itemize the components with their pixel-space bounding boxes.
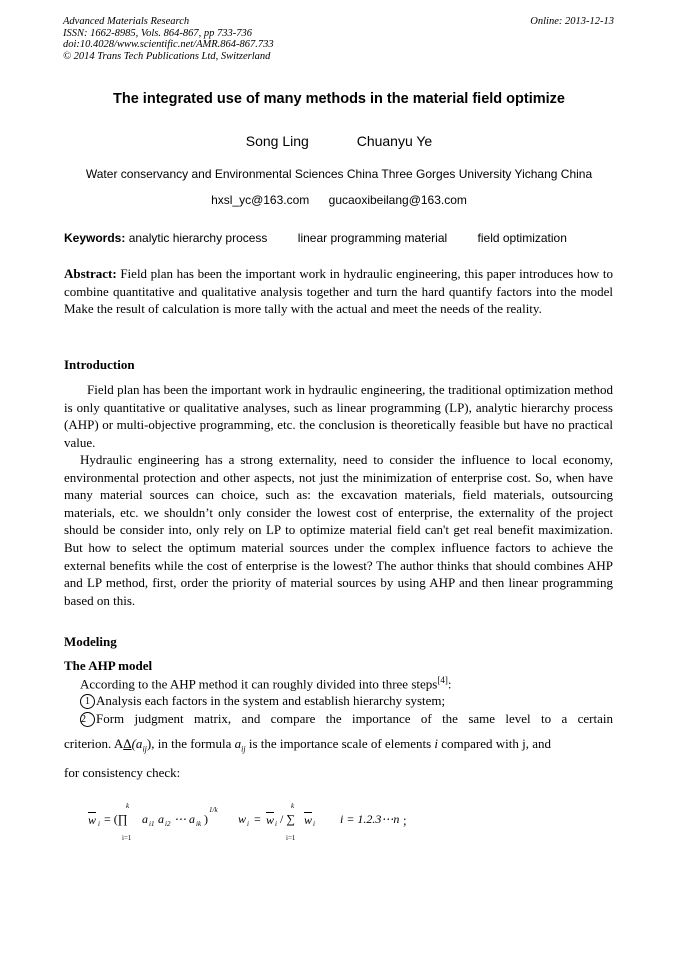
formula-symbol: i=1 (286, 834, 296, 842)
math-sub: ij (241, 744, 246, 754)
journal-copyright: © 2014 Trans Tech Publications Ltd, Switzerland (63, 50, 271, 62)
step-1 (80, 693, 445, 709)
formula-symbol: = (∏ (104, 812, 128, 826)
criterion-line (64, 736, 613, 754)
paper-title: The integrated use of many methods in the material field optimize (113, 91, 565, 107)
delta-symbol: Δ (123, 736, 132, 751)
formula-symbol: ； (402, 814, 415, 828)
journal-header (63, 16, 274, 62)
math-var: i (434, 736, 439, 751)
formula-symbol: a (158, 812, 164, 826)
author-email[interactable]: gucaoxibeilang@163.com (328, 193, 467, 207)
author-list (0, 133, 678, 149)
step-1-text: Analysis each factors in the system and establish hierarchy system; (96, 693, 446, 708)
email-list (0, 193, 678, 207)
formula-symbol: ik (196, 820, 202, 828)
formula-symbol: k (126, 802, 130, 810)
formula-symbol: / ∑ (280, 812, 295, 826)
step-2-text: Form judgment matrix, and compare the importance of the same level to a certain (96, 711, 613, 726)
keywords-label: Keywords: (64, 231, 126, 245)
formula-symbol: k (291, 802, 295, 810)
journal-issn: ISSN: 1662-8985, Vols. 864-867, pp 733-736 (63, 27, 252, 39)
keyword: field optimization (477, 231, 567, 245)
formula-symbol: w (266, 813, 275, 827)
ahp-intro-text: According to the AHP method it can roughly divided into three steps (80, 676, 438, 692)
math-sub: ij (142, 744, 147, 754)
formula-symbol: i1 (149, 820, 155, 828)
subsection-heading-ahp: The AHP model (64, 658, 153, 673)
section-heading-introduction: Introduction (64, 357, 135, 372)
keyword: analytic hierarchy process (128, 231, 268, 245)
intro-paragraph-2: Hydraulic engineering has a strong externality, need to consider the influence to local economy, environmental protection and other aspects, not just the minimization of enterprise cost. So, when have many material sources can choice, such as: the excavation materials, field materials, outsourcing materials, etc. we shouldn’t only consider the lowest cost of enterprise, the externality of the project should be consider into, only rely on LP to optimize material field can't get real benefit maximization. But how to select the optimum material sources under the complex influence factors to achieve the external benefits while the cost of enterprise is the lowest? The author thinks that should combines AHP and LP method, first, order the priority of material sources by using AHP and then linear programming based on this. (64, 452, 613, 608)
math-aij: (a (131, 736, 143, 751)
math-var: a (234, 736, 242, 751)
criterion-text: ), (146, 736, 155, 751)
author-email[interactable]: hxsl_yc@163.com (211, 193, 310, 207)
citation-ref[interactable]: [4] (437, 675, 448, 685)
journal-doi: doi:10.4028/www.scientific.net/AMR.864-867.733 (63, 39, 274, 50)
abstract-text: Field plan has been the important work in hydraulic engineering, this paper introduces how to combine quantitative and qualitative analysis together and turn the hard quantify factors into the model Make the result of calculation is more tally with the actual and meet the needs of the reality. (64, 266, 613, 317)
abstract-label: Abstract: (64, 266, 117, 281)
circled-number: 2 (80, 712, 95, 727)
criterion-text: criterion. A (64, 736, 124, 751)
consistency-line: for consistency check: (64, 765, 181, 780)
formula-symbol: w (88, 813, 97, 827)
keywords (64, 231, 594, 245)
affiliation: Water conservancy and Environmental Sciences China Three Gorges University Yichang China (85, 167, 593, 181)
formula-symbol: 1/k (209, 806, 218, 814)
step-2 (80, 711, 613, 727)
criterion-text: compared with j, and (438, 736, 552, 751)
circled-number: 1 (80, 694, 95, 709)
online-date: Online: 2013-12-13 (530, 16, 614, 27)
criterion-text: in the formula (154, 736, 235, 751)
author-name: Song Ling (245, 133, 309, 149)
author-name: Chuanyu Ye (356, 133, 433, 149)
formula-symbol: ⋯ a (174, 812, 195, 826)
formula-symbol: = (254, 812, 261, 826)
weight-formula: w i = (∏ k i=1 a i1 a i2 ⋯ a ik ) 1/k w i = w i / ∑ k i=1 w i i = 1.2.3⋯n ； (88, 802, 415, 842)
intro-paragraph-1: Field plan has been the important work in hydraulic engineering, the traditional optimization method is only quantitative or qualitative analyses, such as linear programming (LP), analytic hierarchy process (AHP) or multi-objective programming, etc. the conclusion is theoretically feasible but have no practical value. (64, 382, 613, 450)
formula-symbol: i2 (165, 820, 171, 828)
formula-symbol: w (304, 813, 313, 827)
ahp-intro (80, 675, 451, 692)
ahp-intro-colon: : (447, 676, 452, 692)
formula-symbol: i = 1.2.3⋯n (340, 812, 400, 826)
formula-symbol: i=1 (122, 834, 132, 842)
abstract (64, 265, 613, 318)
keyword: linear programming material (297, 231, 448, 245)
section-heading-modeling: Modeling (64, 634, 117, 649)
formula-symbol: w (238, 812, 247, 826)
criterion-text: is the importance scale of elements (245, 736, 435, 751)
journal-name: Advanced Materials Research (63, 16, 190, 27)
formula-symbol: ) (204, 812, 208, 826)
formula-symbol: a (142, 812, 148, 826)
